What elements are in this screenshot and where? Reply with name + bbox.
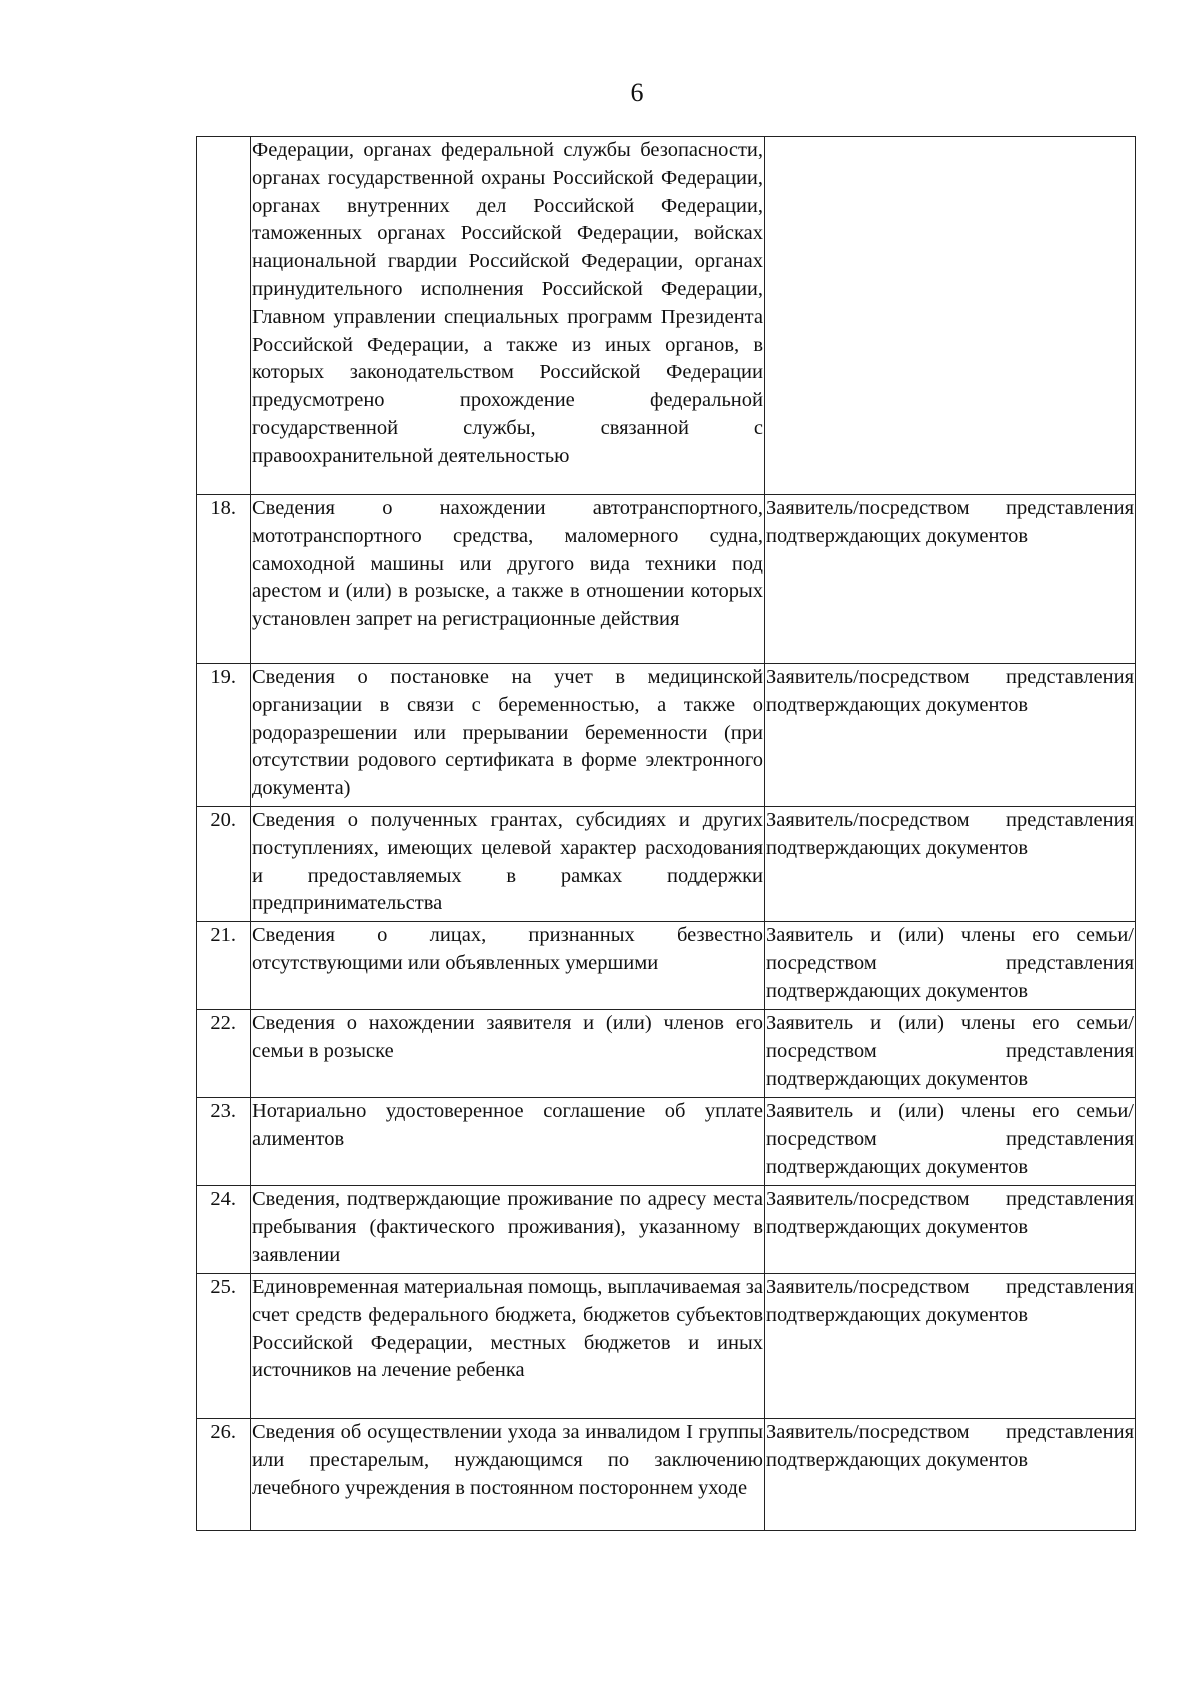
row-number [197,137,251,495]
page-number: 6 [630,78,644,107]
row-source: Заявитель/посредством представления подтверждающих документов [765,664,1136,807]
table-row [197,807,1136,922]
row-description: Сведения о лицах, признанных безвестно отсутствующими или объявленных умершими [251,922,765,1010]
row-source: Заявитель/посредством представления подтверждающих документов [765,495,1136,664]
row-description: Федерации, органах федеральной службы безопасности, органах государственной охраны Российской Федерации, органах внутренних дел Российской Федерации, таможенных органах Российской Федерации, войсках национальной гвардии Российской Федерации, органах принудительного исполнения Российской Федерации, Главном управлении специальных программ Президента Российской Федерации, а также из иных органов, в которых законодательством Российской Федерации предусмотрено прохождение федеральной государственной службы, связанной с правоохранительной деятельностью [251,137,765,495]
row-source: Заявитель/посредством представления подтверждающих документов [765,1419,1136,1531]
row-description: Единовременная материальная помощь, выплачиваемая за счет средств федерального бюджета, бюджетов субъектов Российской Федерации, местных бюджетов и иных источников на лечение ребенка [251,1274,765,1419]
documents-table [196,136,1136,1531]
row-source: Заявитель/посредством представления подтверждающих документов [765,1274,1136,1419]
table-row [197,1010,1136,1098]
row-source: Заявитель и (или) члены его семьи/посредством представления подтверждающих документов [765,922,1136,1010]
row-source [765,137,1136,495]
table-row [197,1098,1136,1186]
row-number: 25. [197,1274,251,1419]
table-row [197,1186,1136,1274]
row-source: Заявитель и (или) члены его семьи/посредством представления подтверждающих документов [765,1010,1136,1098]
row-number: 23. [197,1098,251,1186]
row-number: 21. [197,922,251,1010]
table-row [197,922,1136,1010]
table-row [197,1419,1136,1531]
row-number: 20. [197,807,251,922]
table-row [197,1274,1136,1419]
row-description: Нотариально удостоверенное соглашение об уплате алиментов [251,1098,765,1186]
row-source: Заявитель/посредством представления подтверждающих документов [765,1186,1136,1274]
row-number: 26. [197,1419,251,1531]
table-row [197,495,1136,664]
row-description: Сведения, подтверждающие проживание по адресу места пребывания (фактического проживания), указанному в заявлении [251,1186,765,1274]
row-description: Сведения о нахождении заявителя и (или) членов его семьи в розыске [251,1010,765,1098]
row-number: 22. [197,1010,251,1098]
row-source: Заявитель и (или) члены его семьи/посредством представления подтверждающих документов [765,1098,1136,1186]
row-number: 19. [197,664,251,807]
table-row [197,137,1136,495]
row-description: Сведения о постановке на учет в медицинской организации в связи с беременностью, а также о родоразрешении или прерывании беременности (при отсутствии родового сертификата в форме электронного документа) [251,664,765,807]
row-source: Заявитель/посредством представления подтверждающих документов [765,807,1136,922]
row-description: Сведения о нахождении автотранспортного, мототранспортного средства, маломерного судна, самоходной машины или другого вида техники под арестом и (или) в розыске, а также в отношении которых установлен запрет на регистрационные действия [251,495,765,664]
row-description: Сведения о полученных грантах, субсидиях и других поступлениях, имеющих целевой характер расходования и предоставляемых в рамках поддержки предпринимательства [251,807,765,922]
row-number: 18. [197,495,251,664]
row-number: 24. [197,1186,251,1274]
row-description: Сведения об осуществлении ухода за инвалидом I группы или престарелым, нуждающимся по заключению лечебного учреждения в постоянном постороннем уходе [251,1419,765,1531]
table-row [197,664,1136,807]
